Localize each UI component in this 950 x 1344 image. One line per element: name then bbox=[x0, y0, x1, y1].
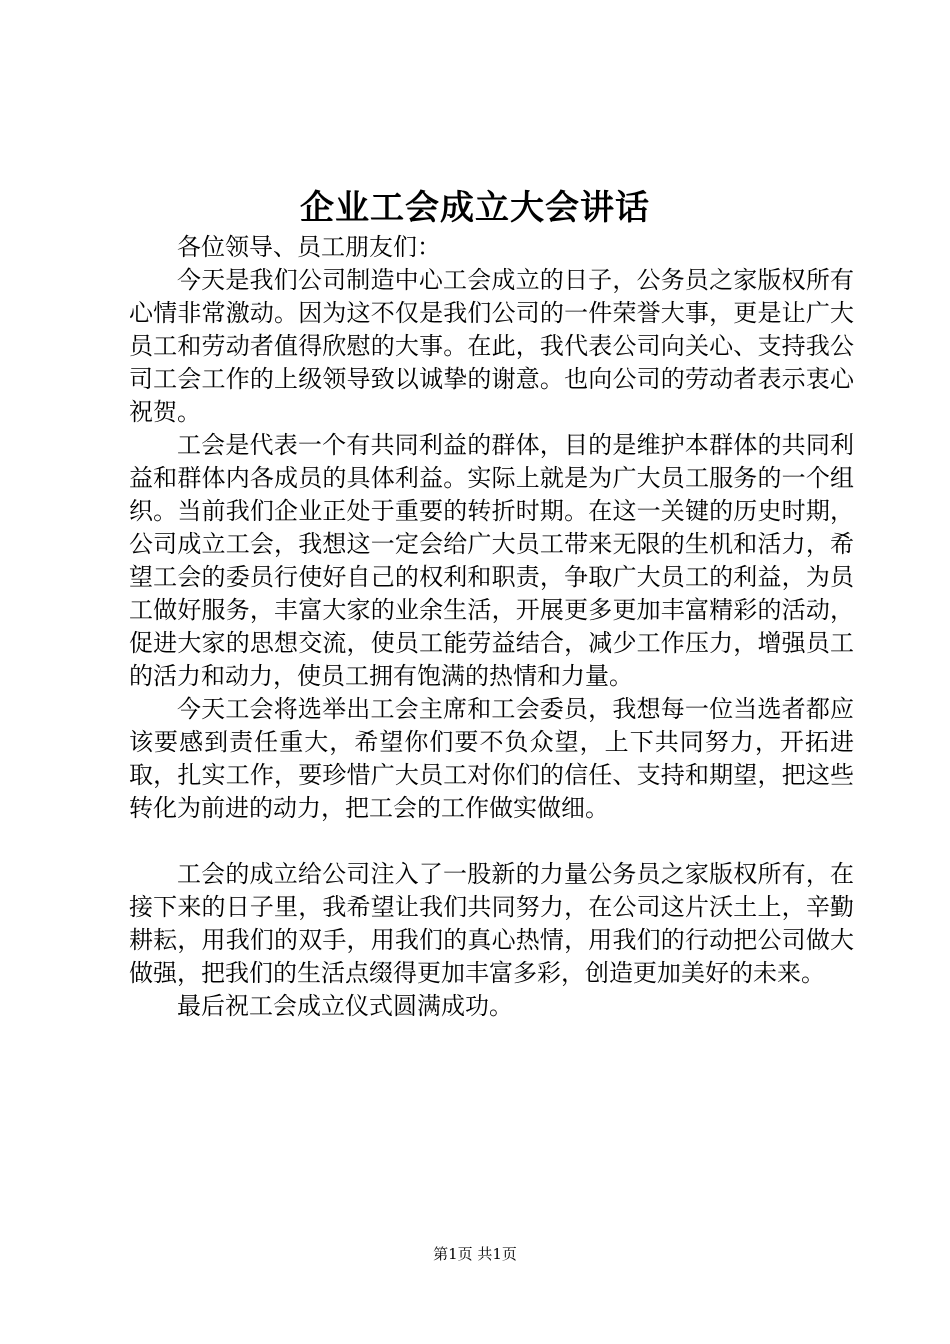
document-body bbox=[129, 231, 854, 1023]
page-footer: 第1页 共1页 bbox=[433, 1245, 517, 1263]
salutation-paragraph: 各位领导、员工朋友们： bbox=[177, 233, 441, 261]
body-paragraph: 今天是我们公司制造中心工会成立的日子，公务员之家版权所有心情非常激动。因为这不仅是我们公司的一件荣誉大事，更是让广大员工和劳动者值得欣慰的大事。在此，我代表公司向关心、支持我公司工会工作的上级领导致以诚挚的谢意。也向公司的劳动者表示衷心祝贺。 bbox=[129, 266, 854, 426]
closing-paragraph: 最后祝工会成立仪式圆满成功。 bbox=[177, 992, 513, 1020]
document-title: 企业工会成立大会讲话 bbox=[300, 188, 650, 228]
body-paragraph: 今天工会将选举出工会主席和工会委员，我想每一位当选者都应该要感到责任重大，希望你们要不负众望，上下共同努力，开拓进取，扎实工作，要珍惜广大员工对你们的信任、支持和期望，把这些转化为前进的动力，把工会的工作做实做细。 bbox=[129, 695, 854, 822]
body-paragraph: 工会是代表一个有共同利益的群体，目的是维护本群体的共同利益和群体内各成员的具体利益。实际上就是为广大员工服务的一个组织。当前我们企业正处于重要的转折时期。在这一关键的历史时期，公司成立工会，我想这一定会给广大员工带来无限的生机和活力，希望工会的委员行使好自己的权利和职责，争取广大员工的利益，为员工做好服务，丰富大家的业余生活，开展更多更加丰富精彩的活动，促进大家的思想交流，使员工能劳益结合，减少工作压力，增强员工的活力和动力，使员工拥有饱满的热情和力量。 bbox=[129, 431, 854, 690]
body-paragraph: 工会的成立给公司注入了一股新的力量公务员之家版权所有，在接下来的日子里，我希望让我们共同努力，在公司这片沃土上，辛勤耕耘，用我们的双手，用我们的真心热情，用我们的行动把公司做大做强，把我们的生活点缀得更加丰富多彩，创造更加美好的未来。 bbox=[129, 860, 854, 987]
